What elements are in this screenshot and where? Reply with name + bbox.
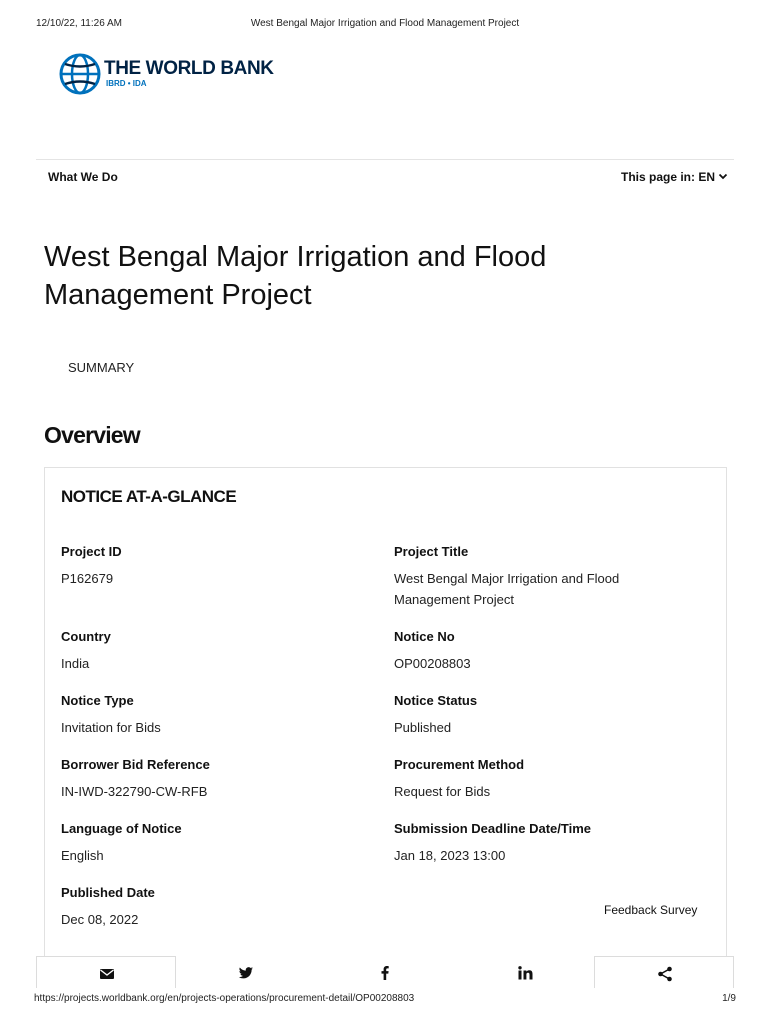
project-title-label: Project Title bbox=[394, 544, 469, 559]
submission-deadline-value: Jan 18, 2023 13:00 bbox=[394, 848, 506, 863]
overview-heading: Overview bbox=[44, 422, 140, 448]
notice-type-label: Notice Type bbox=[61, 693, 134, 708]
notice-status-value: Published bbox=[394, 720, 452, 735]
twitter-icon[interactable] bbox=[238, 965, 254, 981]
notice-no-value: OP00208803 bbox=[394, 656, 471, 671]
published-date-value: Dec 08, 2022 bbox=[61, 912, 139, 927]
header-divider bbox=[36, 159, 734, 160]
chevron-down-icon bbox=[718, 170, 728, 184]
print-header bbox=[0, 18, 770, 32]
feedback-survey-link[interactable]: Feedback Survey bbox=[604, 903, 698, 917]
print-url: https://projects.worldbank.org/en/projects-operations/procurement-detail/OP00208803 bbox=[34, 993, 415, 1004]
share-button[interactable] bbox=[594, 956, 734, 988]
facebook-icon[interactable] bbox=[377, 965, 393, 981]
nav-what-we-do[interactable]: What We Do bbox=[48, 170, 118, 184]
notice-no-label: Notice No bbox=[394, 629, 455, 644]
share-icon bbox=[657, 966, 673, 982]
print-page-number: 1/9 bbox=[722, 993, 736, 1004]
notice-status-label: Notice Status bbox=[394, 693, 478, 708]
borrower-bid-reference-label: Borrower Bid Reference bbox=[61, 757, 210, 772]
procurement-method-label: Procurement Method bbox=[394, 757, 525, 772]
globe-icon bbox=[58, 52, 102, 96]
print-datetime: 12/10/22, 11:26 AM bbox=[36, 18, 122, 29]
world-bank-logo[interactable] bbox=[58, 52, 288, 98]
notice-card-title: NOTICE AT-A-GLANCE bbox=[61, 487, 237, 506]
submission-deadline-label: Submission Deadline Date/Time bbox=[394, 821, 591, 836]
logo-wordmark: THE WORLD BANK bbox=[104, 58, 274, 79]
project-id-label: Project ID bbox=[61, 544, 122, 559]
linkedin-icon[interactable] bbox=[517, 965, 533, 981]
share-bar bbox=[36, 956, 734, 988]
tab-summary[interactable]: SUMMARY bbox=[68, 360, 135, 375]
language-of-notice-value: English bbox=[61, 848, 104, 863]
language-selector[interactable] bbox=[621, 170, 728, 184]
country-value: India bbox=[61, 656, 90, 671]
email-icon bbox=[99, 966, 115, 982]
borrower-bid-reference-value: IN-IWD-322790-CW-RFB bbox=[61, 784, 208, 799]
logo-subtitle: IBRD • IDA bbox=[106, 79, 147, 88]
notice-type-value: Invitation for Bids bbox=[61, 720, 161, 735]
project-id-value: P162679 bbox=[61, 571, 114, 586]
notice-card bbox=[44, 467, 727, 967]
language-label: This page in: EN bbox=[620, 170, 715, 184]
project-title-value: West Bengal Major Irrigation and Flood Management Project bbox=[394, 571, 620, 607]
published-date-label: Published Date bbox=[61, 885, 155, 900]
language-of-notice-label: Language of Notice bbox=[61, 821, 182, 836]
procurement-method-value: Request for Bids bbox=[394, 784, 491, 799]
page-title: West Bengal Major Irrigation and Flood Management Project bbox=[44, 241, 547, 311]
print-footer bbox=[0, 993, 770, 1007]
top-nav bbox=[0, 170, 770, 190]
country-label: Country bbox=[61, 629, 111, 644]
email-share-button[interactable] bbox=[36, 956, 176, 988]
print-title: West Bengal Major Irrigation and Flood Management Project bbox=[250, 18, 520, 29]
